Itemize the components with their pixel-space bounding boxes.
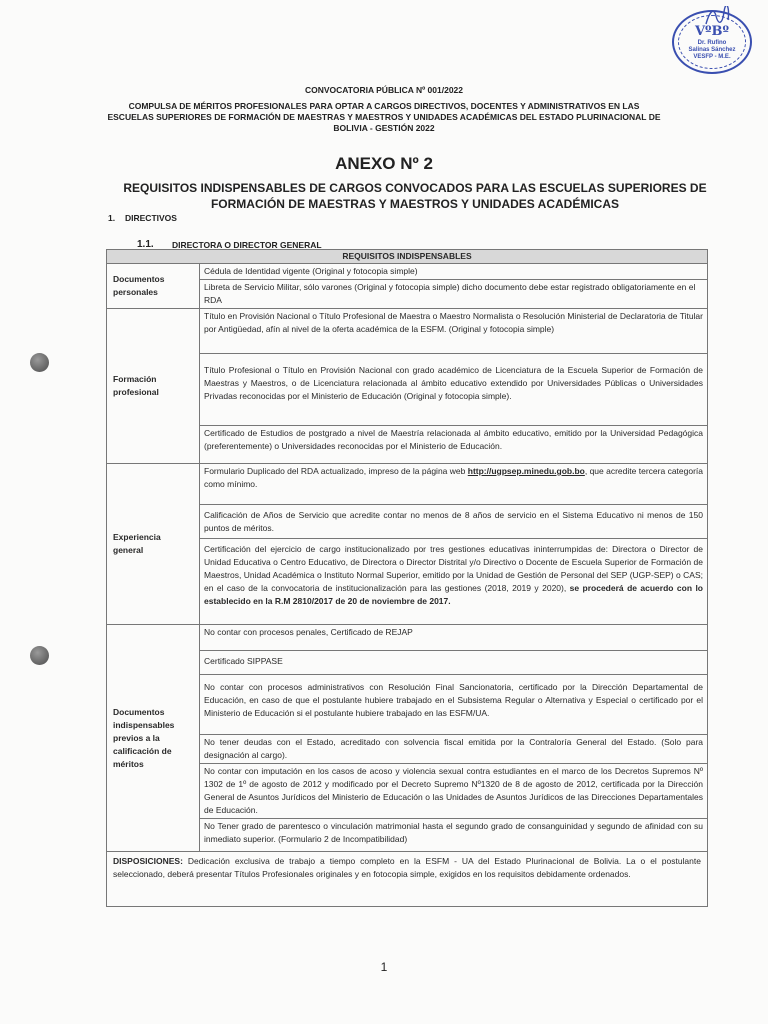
requirement-cell: No Tener grado de parentesco o vinculación matrimonial hasta el segundo grado de consanguinidad y segundo de afinidad con su inmediato superior. (Formulario 2 de Incompatibilidad) — [200, 819, 708, 852]
requirement-cell: Cédula de Identidad vigente (Original y fotocopia simple) — [200, 264, 708, 280]
requirement-cell: No contar con procesos penales, Certificado de REJAP — [200, 625, 708, 651]
anexo-title: ANEXO Nº 2 — [335, 154, 433, 173]
disposiciones-text: Dedicación exclusiva de trabajo a tiempo completo en la ESFM - UA del Estado Plurinacional de Bolivia. La o el postulante seleccionado, deberá presentar Títulos Profesionales originales y en fotocopia simple, exigidos en los requisitos debidamente ordenados. — [113, 856, 701, 879]
stamp-bottom-text: VESFP - M.E. — [693, 54, 731, 60]
table-header-row — [107, 250, 708, 264]
stamp-name-line2: Salinas Sánchez — [688, 47, 736, 53]
stamp-name — [674, 40, 750, 61]
punch-hole-bottom — [30, 646, 49, 665]
requirement-text: Formulario Duplicado del RDA actualizado, impreso de la página web — [204, 466, 466, 476]
requirement-bold-text: se procederá de acuerdo con lo establecido en la R.M 2810/2017 de 20 de noviembre de 2017. — [204, 583, 703, 606]
table-header: REQUISITOS INDISPENSABLES — [107, 250, 708, 264]
requisitos-title — [100, 180, 730, 212]
disposiciones-cell — [107, 852, 708, 907]
requisitos-title-line1: REQUISITOS INDISPENSABLES DE CARGOS CONVOCADOS PARA LAS ESCUELAS SUPERIORES DE — [123, 181, 707, 195]
stamp-name-line1: Dr. Rufino — [697, 40, 727, 46]
requirement-cell: No contar con imputación en los casos de acoso y violencia sexual contra estudiantes en el marco de los Decretos Supremos Nº 1302 de 1º de agosto de 2012 y modificado por el Decreto Supremo Nº1320 de 8 de agosto de 2012, certificada por la Dirección General de Asuntos Jurídicos del Ministerio de Educación o las Unidades de Asuntos Jurídicos de las Direcciones Departamentales de Educación. — [200, 764, 708, 819]
subsection-number: 1.1. — [137, 239, 154, 250]
punch-hole-top — [30, 353, 49, 372]
compulsa-line-2: ESCUELAS SUPERIORES DE FORMACIÓN DE MAESTRAS Y MAESTROS Y UNIDADES ACADÉMICAS DEL ESTADO PLURINACIONAL DE — [107, 112, 661, 122]
requirement-cell: Libreta de Servicio Militar, sólo varones (Original y fotocopia simple) dicho documento debe estar registrado obligatoriamente en el RDA — [200, 280, 708, 309]
requirement-cell: No tener deudas con el Estado, acreditado con solvencia fiscal emitida por la Contraloría General del Estado. (Solo para designación al cargo). — [200, 735, 708, 764]
ugpsep-link[interactable]: http://ugpsep.minedu.gob.bo — [467, 466, 585, 476]
table-row — [107, 309, 708, 354]
requirement-cell: Título Profesional o Título en Provisión Nacional con grado académico de Licenciatura de la Escuela Superior de Formación de Maestras y Maestros, o de Licenciatura relacionada al ámbito educativo extendido por Universidades Públicas o Universidades Privadas reconocidas por el Ministerio de Educación (Original y fotocopia simple). — [200, 354, 708, 426]
category-experiencia-general: Experiencia general — [107, 464, 200, 625]
requirement-cell: No contar con procesos administrativos con Resolución Final Sancionatoria, certificado por la Dirección Departamental de Educación, en caso de que el postulante hubiere trabajado en el Subsistema Regular o Alternativa y Especial o certificado por el Ministerio de Educación si el postulante hubiere trabajado en las ESFM/UA. — [200, 675, 708, 735]
compulsa-line-1: COMPULSA DE MÉRITOS PROFESIONALES PARA OPTAR A CARGOS DIRECTIVOS, DOCENTES Y ADMINISTRATIVOS EN LAS — [128, 101, 640, 111]
approval-stamp — [672, 10, 752, 74]
requisitos-title-line2: FORMACIÓN DE MAESTRAS Y MAESTROS Y UNIDADES ACADÉMICAS — [210, 197, 620, 211]
requirement-cell — [200, 464, 708, 505]
table-row — [107, 464, 708, 505]
requirement-cell: Certificado SIPPASE — [200, 651, 708, 675]
category-formacion-profesional: Formación profesional — [107, 309, 200, 464]
convocatoria-title: CONVOCATORIA PÚBLICA Nº 001/2022 — [304, 85, 464, 95]
category-documentos-indispensables: Documentos indispensables previos a la calificación de méritos — [107, 625, 200, 852]
requirement-cell: Calificación de Años de Servicio que acredite contar no menos de 8 años de servicio en el Sistema Educativo ni menos de 150 puntos de méritos. — [200, 505, 708, 539]
category-documentos-personales: Documentos personales — [107, 264, 200, 309]
requirement-cell: Título en Provisión Nacional o Título Profesional de Maestra o Maestro Normalista o Resolución Ministerial de Declaratoria de Titular por Antigüedad, afín al nivel de la oferta académica de la ESFM. (Original y fotocopia simple) — [200, 309, 708, 354]
compulsa-line-3: BOLIVIA - GESTIÓN 2022 — [333, 123, 435, 133]
section-number: 1. — [108, 213, 116, 223]
requirement-text: Certificación del ejercicio de cargo institucionalizado por tres gestiones educativas ininterrumpidas de: Directora o Director de Unidad Educativa o Centro Educativo, de Directora o Director Distrital y/o Directivo o Docente de Escuela Superior de Formación de Maestros, Unidad Académica o Instituto Normal Superior, emitido por la Unidad de Gestión de Personal del SEP (UGP-SEP) o CAS; en el caso de la convocatoria de institucionalización para las gestiones (2018, 2019 y 2020), — [204, 544, 703, 593]
section-title: DIRECTIVOS — [125, 213, 177, 223]
page-number: 1 — [380, 960, 388, 974]
requirement-cell: Certificado de Estudios de postgrado a nivel de Maestría relacionada al ámbito educativo, emitido por la Universidad Pedagógica (preferentemente) o Universidades reconocidas por el Ministerio de Educación. — [200, 426, 708, 464]
disposiciones-row — [107, 852, 708, 907]
requirement-cell — [200, 539, 708, 625]
table-row — [107, 264, 708, 280]
stamp-vobo: VºBº — [694, 24, 730, 39]
requirements-table — [106, 249, 708, 907]
subsection-title: DIRECTORA O DIRECTOR GENERAL — [172, 240, 322, 250]
disposiciones-label: DISPOSICIONES: — [113, 856, 183, 866]
table-row — [107, 625, 708, 651]
requirement-text: , que acredite tercera categoría como mínimo. — [204, 466, 704, 489]
